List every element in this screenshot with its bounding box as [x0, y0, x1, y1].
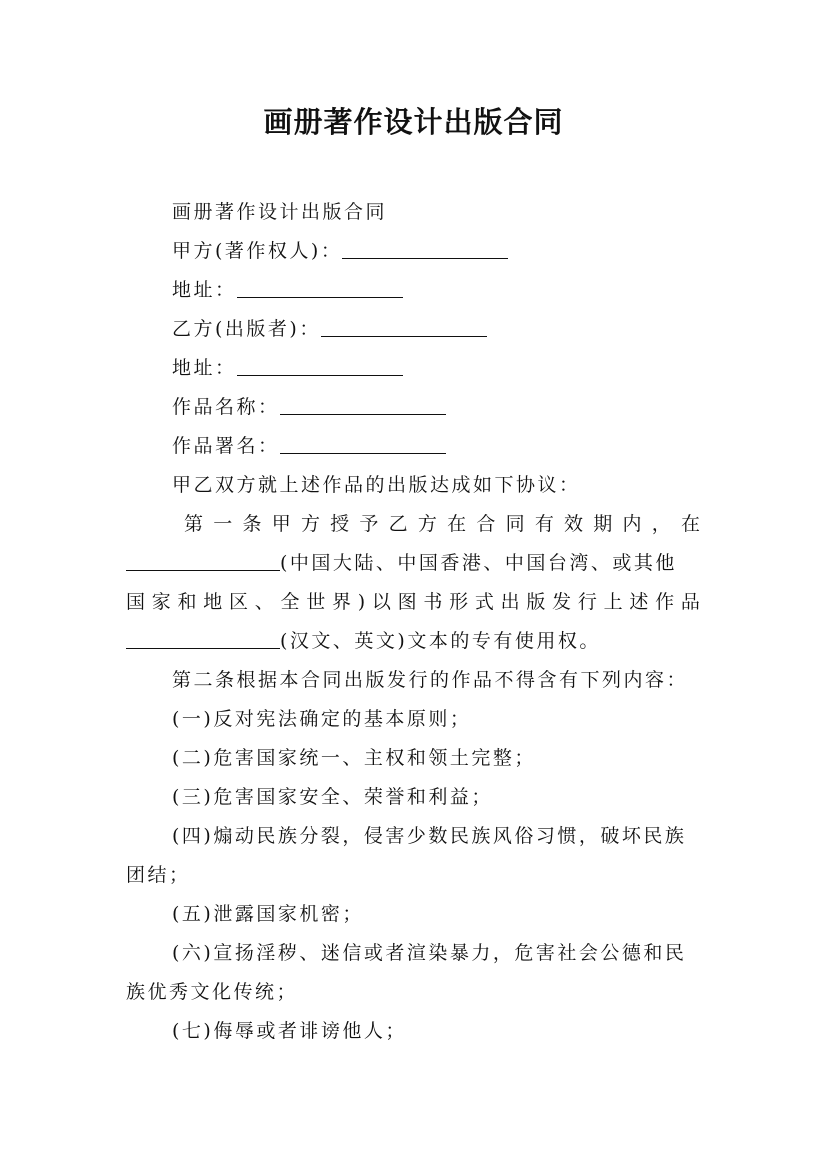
party-a-address-blank [237, 277, 403, 298]
party-b-address-blank [237, 355, 403, 376]
party-a-blank [342, 238, 508, 259]
justified-char: 期 [593, 513, 613, 535]
article-1-line-1 [184, 509, 700, 539]
justified-char: 甲 [271, 513, 291, 535]
justified-char: 和 [177, 591, 197, 613]
language-blank [126, 628, 280, 649]
justified-char: 予 [359, 513, 379, 535]
party-b-address-label: 地址： [172, 357, 237, 379]
justified-char: 述 [629, 591, 649, 613]
article-2-item: (一)反对宪法确定的基本原则； [172, 708, 472, 730]
justified-char: 以 [371, 591, 391, 613]
work-name-label: 作品名称： [172, 396, 280, 418]
article-2-item: (二)危害国家统一、主权和领土完整； [172, 747, 536, 769]
justified-char: 式 [474, 591, 494, 613]
party-b-label: 乙方(出版者)： [172, 318, 321, 340]
justified-char: 国 [126, 591, 146, 613]
justified-char: 书 [423, 591, 443, 613]
justified-char: 行 [577, 591, 597, 613]
justified-char: 第 [184, 513, 204, 535]
agreement-intro: 甲乙双方就上述作品的出版达成如下协议： [172, 474, 581, 496]
justified-char: 方 [417, 513, 437, 535]
article-2-item-continuation: 族优秀文化传统； [126, 981, 299, 1003]
article-1-line-2 [126, 548, 706, 578]
work-signature-label: 作品署名： [172, 435, 280, 457]
justified-char: 、 [254, 591, 274, 613]
justified-char: 有 [534, 513, 554, 535]
party-a-address-line [172, 275, 752, 305]
justified-char: 界 [332, 591, 352, 613]
party-a-line [172, 236, 752, 266]
justified-char: 在 [447, 513, 467, 535]
justified-char: 授 [330, 513, 350, 535]
party-b-line [172, 314, 752, 344]
justified-char: 图 [397, 591, 417, 613]
justified-char: 家 [151, 591, 171, 613]
justified-char: 地 [203, 591, 223, 613]
work-signature-blank [280, 433, 446, 454]
work-signature-line [172, 431, 752, 461]
party-b-blank [321, 316, 487, 337]
justified-char: 作 [655, 591, 675, 613]
justified-char: 乙 [388, 513, 408, 535]
justified-char: 出 [500, 591, 520, 613]
article-2-item: (七)侮辱或者诽谤他人； [172, 1020, 407, 1042]
article-2-item: (五)泄露国家机密； [172, 903, 364, 925]
article-1-line-3 [126, 587, 700, 617]
contract-subtitle: 画册著作设计出版合同 [172, 201, 388, 223]
party-b-address-line [172, 353, 752, 383]
work-name-line [172, 392, 752, 422]
article-2-item: (三)危害国家安全、荣誉和利益； [172, 786, 493, 808]
article-1-line-4 [126, 626, 706, 656]
justified-char: 世 [306, 591, 326, 613]
justified-char: 同 [505, 513, 525, 535]
article-2-item: (四)煽动民族分裂，侵害少数民族风俗习惯，破坏民族 [172, 825, 687, 847]
territory-blank [126, 550, 280, 571]
justified-char: 品 [680, 591, 700, 613]
article-2-item-continuation: 团结； [126, 864, 191, 886]
justified-char: 发 [552, 591, 572, 613]
party-a-address-label: 地址： [172, 279, 237, 301]
justified-char: ， [651, 513, 671, 535]
justified-char: 区 [229, 591, 249, 613]
party-a-label: 甲方(著作权人)： [172, 240, 343, 262]
article-1-language-text: (汉文、英文)文本的专有使用权。 [280, 630, 601, 652]
justified-char: 条 [242, 513, 262, 535]
article-2-heading: 第二条根据本合同出版发行的作品不得含有下列内容： [172, 669, 689, 691]
justified-char: ) [357, 591, 366, 613]
justified-char: 上 [603, 591, 623, 613]
work-name-blank [280, 394, 446, 415]
document-title: 画册著作设计出版合同 [263, 105, 564, 139]
justified-char: 全 [280, 591, 300, 613]
justified-char: 一 [213, 513, 233, 535]
justified-char: 版 [526, 591, 546, 613]
article-1-territory-text: (中国大陆、中国香港、中国台湾、或其他 [280, 552, 677, 574]
justified-char: 方 [300, 513, 320, 535]
justified-char: 效 [564, 513, 584, 535]
justified-char: 内 [622, 513, 642, 535]
justified-char: 合 [476, 513, 496, 535]
justified-char: 在 [680, 513, 700, 535]
justified-char: 形 [449, 591, 469, 613]
article-2-item: (六)宣扬淫秽、迷信或者渲染暴力，危害社会公德和民 [172, 942, 687, 964]
